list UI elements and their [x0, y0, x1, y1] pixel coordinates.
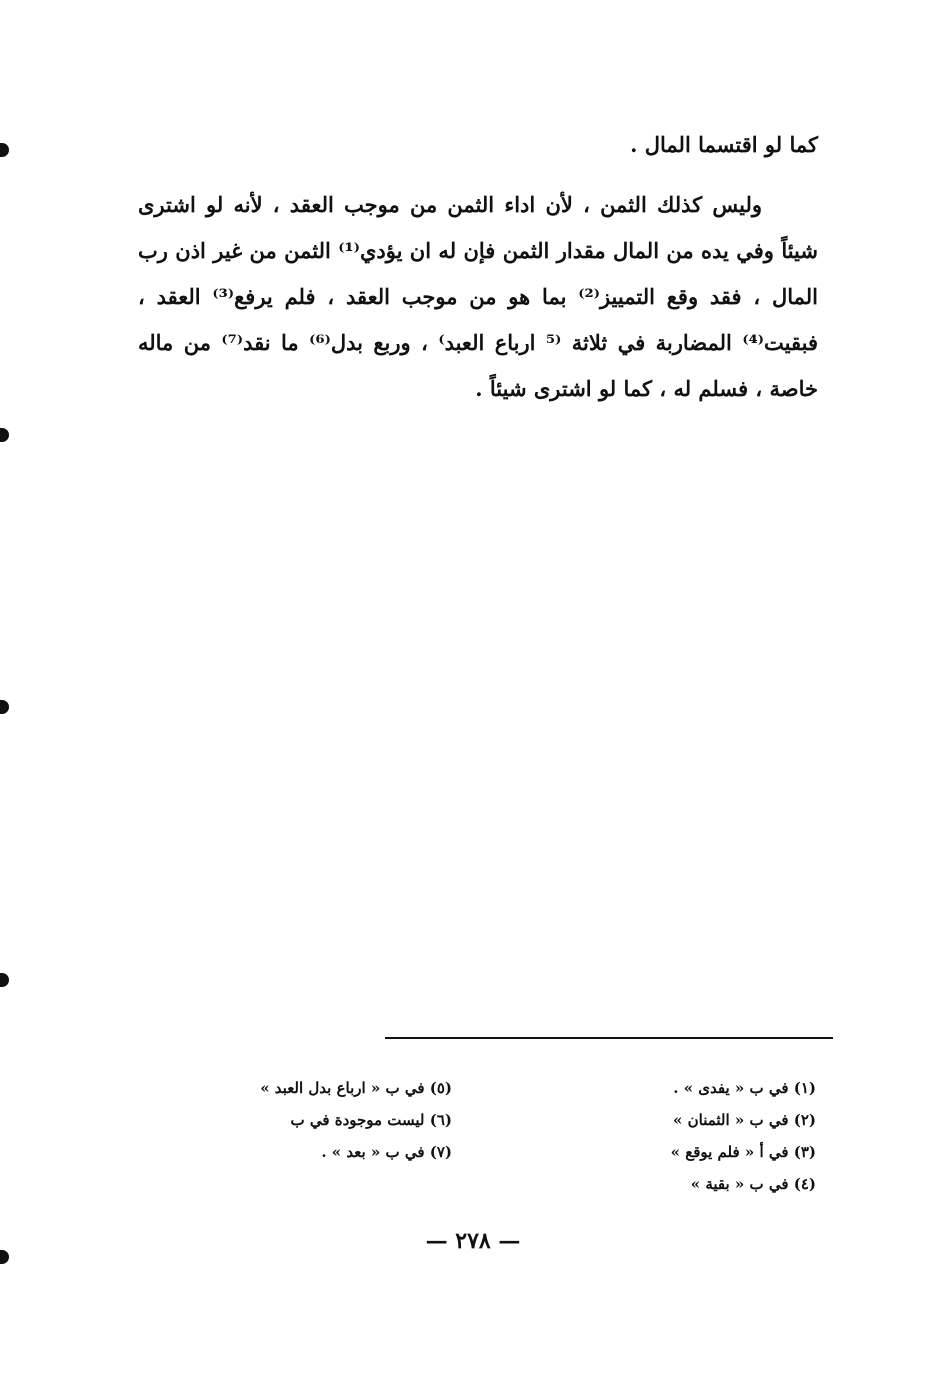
footnote-item: (٤) في ب « بقية » [690, 1175, 816, 1193]
opening-line: كما لو اقتسما المال . [630, 132, 818, 157]
footnote-item: (٥) في ب « ارباع بدل العبد » [260, 1079, 452, 1097]
footnotes-column-left [172, 1072, 452, 1168]
scan-edge-mark [0, 143, 9, 157]
footnote-item: (١) في ب « يفدى » . [673, 1079, 816, 1097]
footnote-item: (٦) ليست موجودة في ب [290, 1111, 452, 1129]
footnote-item: (٢) في ب « الثمنان » [673, 1111, 816, 1129]
footnote-separator [385, 1037, 833, 1039]
footnote-item: (٧) في ب « بعد » . [321, 1143, 452, 1161]
scan-edge-mark [0, 428, 9, 442]
footnote-item: (٣) في أ « فلم يوقع » [670, 1143, 816, 1161]
scan-edge-mark [0, 700, 9, 714]
page-number: — ٢٧٨ — [425, 1228, 521, 1254]
footnotes-column-right [516, 1072, 816, 1200]
scan-edge-mark [0, 973, 9, 987]
main-paragraph: وليس كذلك الثمن ، لأن اداء الثمن من موجب العقد ، لأنه لو اشترى شيئاً وفي يده من المال مقدار الثمن فإن له ان يؤدي⁽¹⁾ الثمن من غير اذن رب المال ، فقد وقع التمييز⁽²⁾ بما هو من موجب العقد ، فلم يرفع⁽³⁾ العقد ، فبقيت⁽⁴⁾ المضاربة في ثلاثة ⁽⁵ ارباع العبد⁾ ، وربع بدل⁽⁶⁾ ما نقد⁽⁷⁾ من ماله خاصة ، فسلم له ، كما لو اشترى شيئاً . [138, 192, 819, 401]
